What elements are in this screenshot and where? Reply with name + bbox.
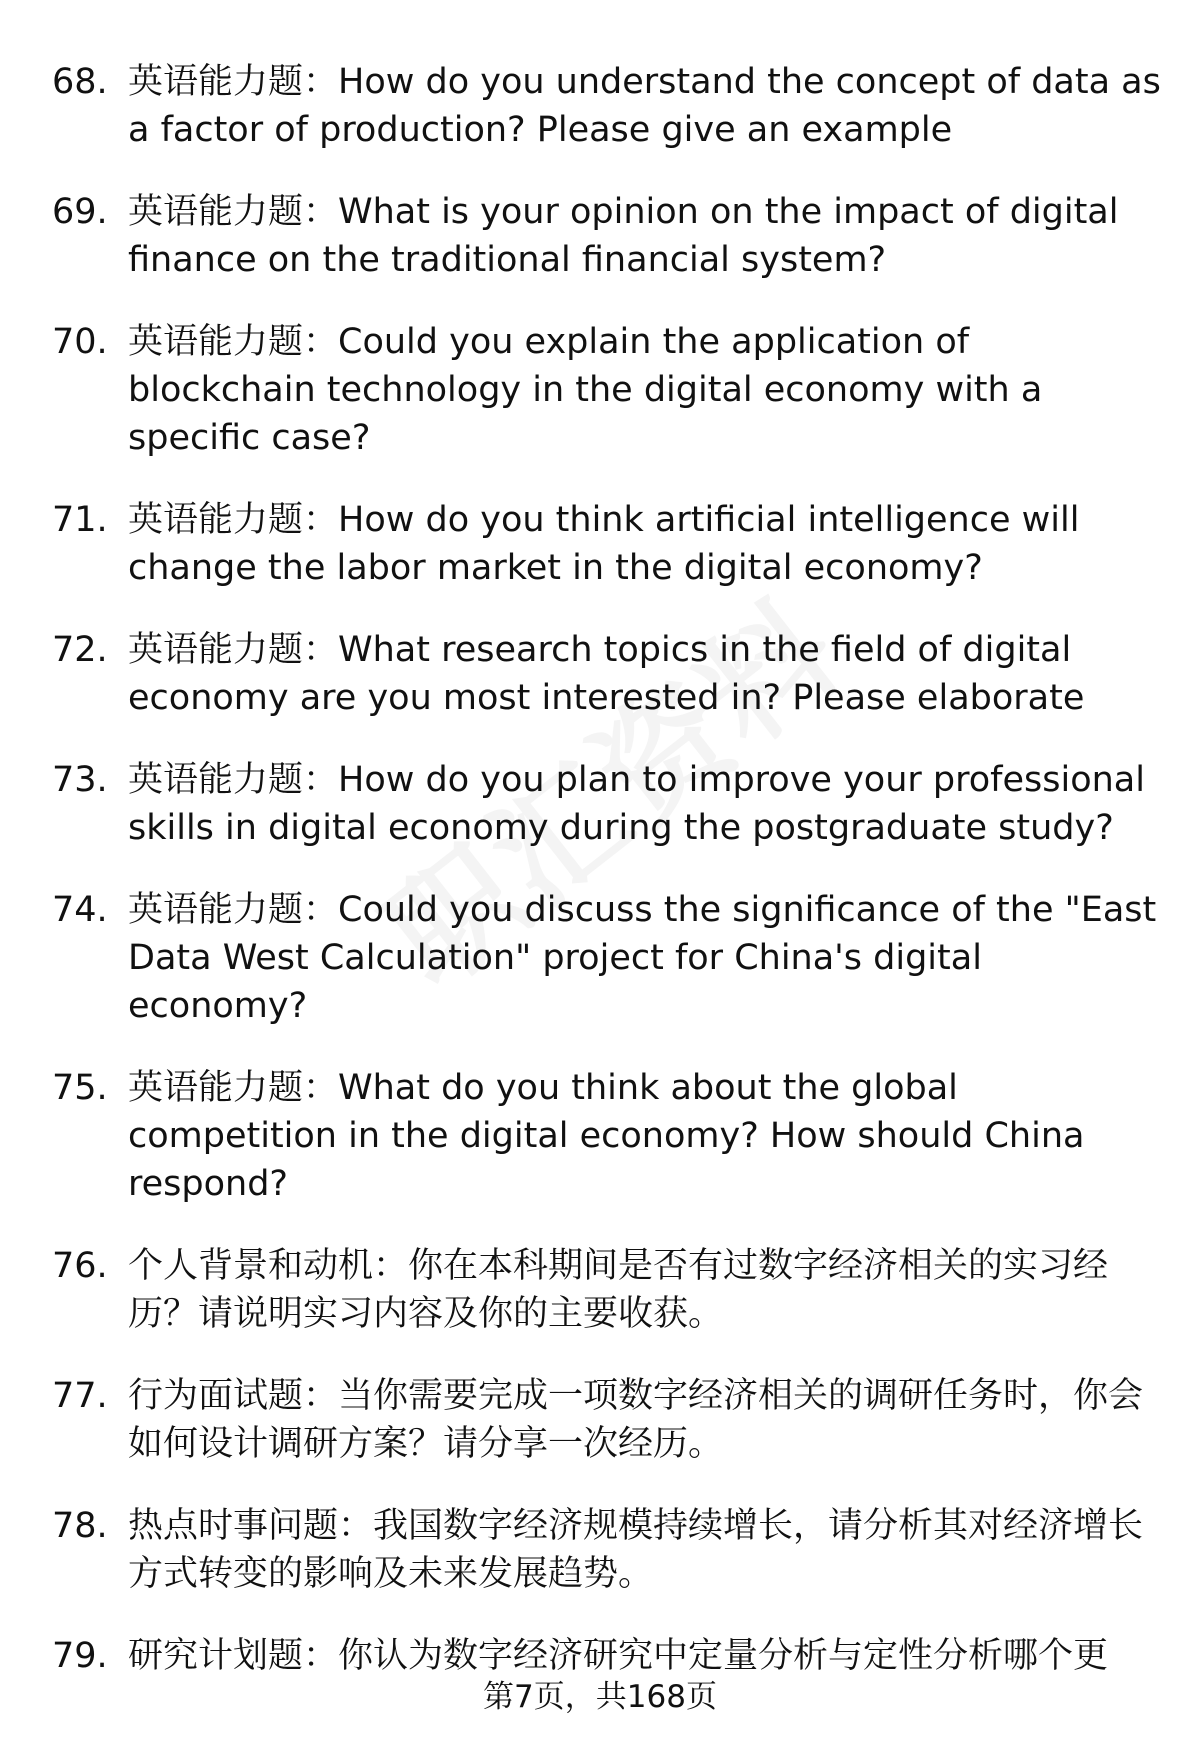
question-number: 78. bbox=[52, 1506, 108, 1546]
question-item bbox=[52, 1502, 1162, 1598]
question-number: 77. bbox=[52, 1376, 108, 1416]
question-number: 69. bbox=[52, 192, 108, 232]
question-item bbox=[52, 1242, 1162, 1338]
page-number-footer: 第7页，共168页 bbox=[483, 1679, 717, 1715]
question-number: 70. bbox=[52, 322, 108, 362]
question-text: 英语能力题：What research topics in the field of digital economy are you most interested in? Please elaborate bbox=[128, 630, 1085, 718]
question-item bbox=[52, 1632, 1162, 1680]
question-text: 行为面试题：当你需要完成一项数字经济相关的调研任务时，你会如何设计调研方案？请分享一次经历。 bbox=[128, 1376, 1144, 1464]
question-text: 英语能力题：How do you plan to improve your professional skills in digital economy during the postgraduate study? bbox=[128, 760, 1145, 848]
question-number: 72. bbox=[52, 630, 108, 670]
question-text: 英语能力题：Could you explain the application of blockchain technology in the digital economy with a specific case? bbox=[128, 322, 1043, 458]
question-text: 英语能力题：How do you understand the concept of data as a factor of production? Please give an example bbox=[128, 62, 1161, 150]
question-item bbox=[52, 626, 1162, 722]
question-item bbox=[52, 1064, 1162, 1208]
question-text: 热点时事问题：我国数字经济规模持续增长，请分析其对经济增长方式转变的影响及未来发展趋势。 bbox=[128, 1506, 1144, 1594]
question-number: 71. bbox=[52, 500, 108, 540]
question-text: 研究计划题：你认为数字经济研究中定量分析与定性分析哪个更 bbox=[128, 1636, 1109, 1676]
question-item bbox=[52, 496, 1162, 592]
question-number: 73. bbox=[52, 760, 108, 800]
question-number: 76. bbox=[52, 1246, 108, 1286]
question-number: 74. bbox=[52, 890, 108, 930]
question-number: 68. bbox=[52, 62, 108, 102]
question-number: 75. bbox=[52, 1068, 108, 1108]
question-item bbox=[52, 886, 1162, 1030]
question-text: 英语能力题：What do you think about the global competition in the digital economy? How should China respond? bbox=[128, 1068, 1085, 1204]
question-item bbox=[52, 1372, 1162, 1468]
question-text: 英语能力题：How do you think artificial intelligence will change the labor market in the digital economy? bbox=[128, 500, 1080, 588]
question-text: 英语能力题：Could you discuss the significance of the "East Data West Calculation" project for China's digital economy? bbox=[128, 890, 1157, 1026]
question-item bbox=[52, 756, 1162, 852]
question-text: 个人背景和动机：你在本科期间是否有过数字经济相关的实习经历？请说明实习内容及你的主要收获。 bbox=[128, 1246, 1109, 1334]
question-number: 79. bbox=[52, 1636, 108, 1676]
question-item bbox=[52, 318, 1162, 462]
question-item bbox=[52, 58, 1162, 154]
question-text: 英语能力题：What is your opinion on the impact of digital finance on the traditional financial system? bbox=[128, 192, 1119, 280]
question-item bbox=[52, 188, 1162, 284]
question-list bbox=[52, 58, 1162, 1714]
